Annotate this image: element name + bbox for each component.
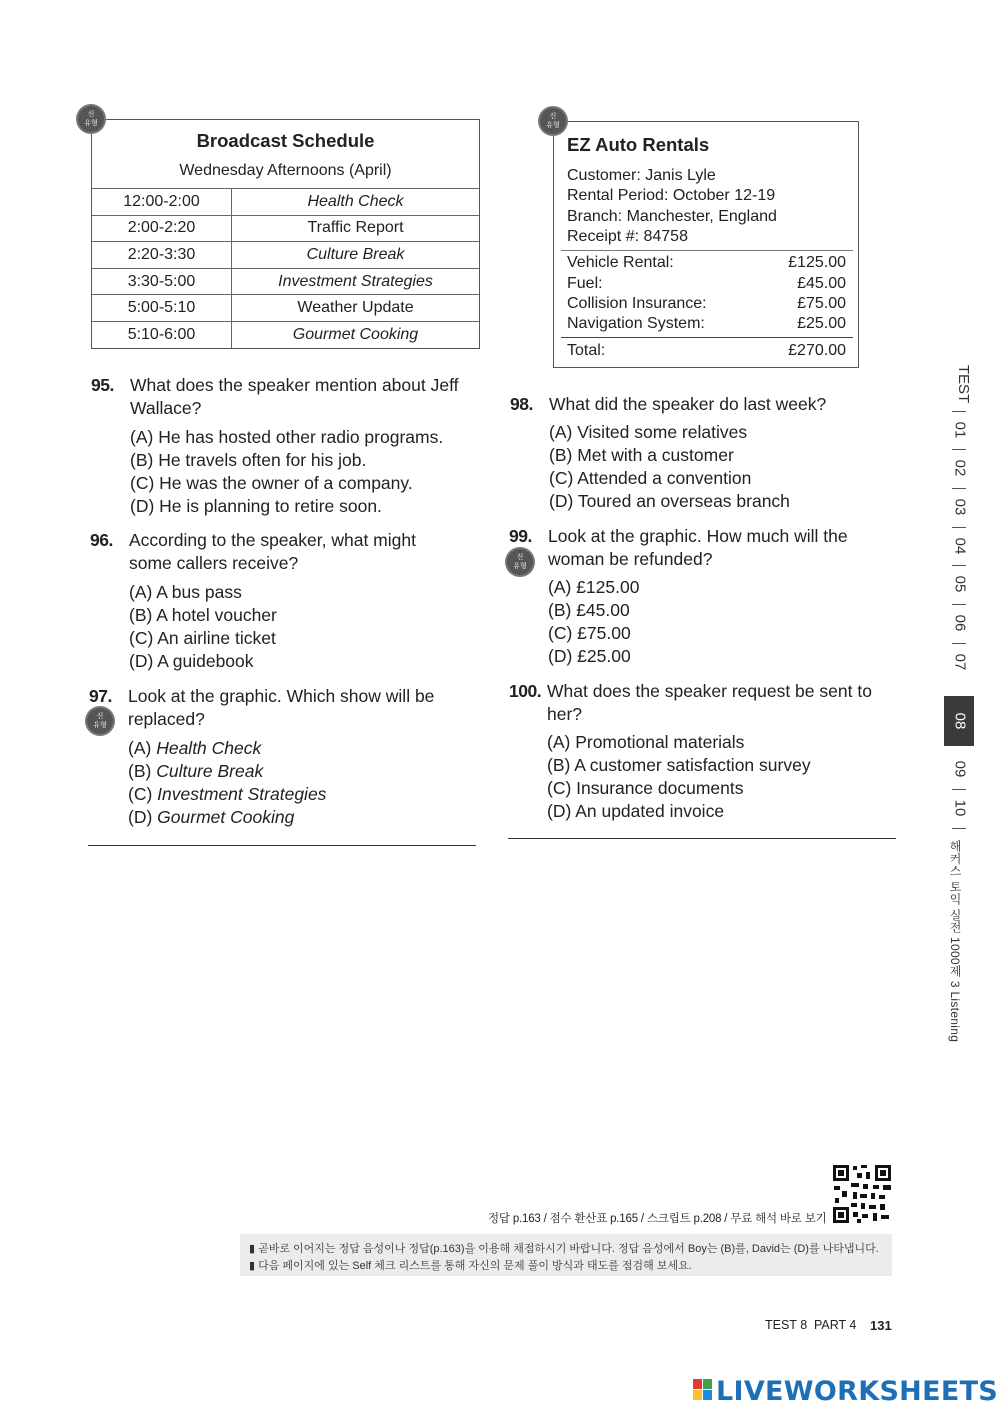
- receipt-item-label: Navigation System:: [567, 315, 705, 332]
- answer-option[interactable]: (D) An updated invoice: [547, 801, 725, 821]
- tab-separator: [952, 828, 966, 829]
- answer-option[interactable]: (A) Visited some relatives: [549, 422, 748, 442]
- table-row: [92, 268, 479, 295]
- tab-separator: [952, 604, 966, 605]
- tab-separator: [952, 449, 966, 450]
- question-stem-line: replaced?: [128, 709, 205, 729]
- instruction-note: ▮ 곧바로 이어지는 정답 음성이나 정답(p.163)을 이용해 채점하시기 바랍니다. 정답 음성에서 Boy는 (B)를, David는 (D)를 나타냅니다.: [249, 1243, 879, 1255]
- receipt-customer: Customer: Janis Lyle: [567, 167, 716, 184]
- schedule-time: 5:00-5:10: [92, 295, 232, 322]
- option-letter: (A): [128, 738, 152, 758]
- receipt-title: EZ Auto Rentals: [567, 134, 710, 155]
- answer-option[interactable]: (B) He travels often for his job.: [130, 450, 367, 470]
- tab-test-06[interactable]: 06: [951, 614, 968, 632]
- footer-test: TEST 8: [765, 1318, 808, 1332]
- answer-option[interactable]: [128, 806, 326, 829]
- schedule-time: 12:00-2:00: [92, 189, 232, 216]
- tab-test-04[interactable]: 04: [951, 537, 968, 555]
- receipt-item-label: Collision Insurance:: [567, 295, 707, 312]
- question-stem: [547, 680, 872, 726]
- answer-options: [547, 731, 811, 823]
- option-text: Investment Strategies: [157, 784, 327, 804]
- question-number: 97.: [89, 686, 112, 706]
- schedule-show: Culture Break: [232, 242, 480, 269]
- broadcast-schedule-table: [91, 119, 480, 349]
- tab-separator: [952, 411, 966, 412]
- answer-option[interactable]: (D) £25.00: [548, 646, 631, 666]
- schedule-show: Traffic Report: [232, 215, 480, 242]
- tab-test-10[interactable]: 10: [951, 799, 968, 817]
- question-stem: [130, 374, 459, 420]
- question-number: 98.: [510, 394, 533, 414]
- answer-option[interactable]: (B) Met with a customer: [549, 445, 734, 465]
- receipt-item: [567, 315, 846, 333]
- option-letter: (B): [128, 761, 152, 781]
- table-row: [92, 189, 479, 216]
- question-stem-line: What does the speaker mention about Jeff: [130, 375, 459, 395]
- schedule-show: Health Check: [232, 189, 480, 216]
- question-stem-line: What did the speaker do last week?: [549, 394, 827, 414]
- schedule-time: 2:20-3:30: [92, 242, 232, 269]
- receipt-total-amount: £270.00: [788, 342, 846, 359]
- receipt-period: Rental Period: October 12-19: [567, 187, 776, 204]
- answer-options: [549, 421, 790, 513]
- schedule-grid: [92, 188, 479, 348]
- answer-option[interactable]: (B) A customer satisfaction survey: [547, 755, 811, 775]
- receipt-total-label: Total:: [567, 342, 606, 359]
- tab-separator: [952, 527, 966, 528]
- instruction-note: ▮ 다음 페이지에 있는 Self 체크 리스트를 통해 자신의 문제 풀이 방식과 태도를 점검해 보세요.: [249, 1260, 692, 1272]
- schedule-show: Gourmet Cooking: [232, 321, 480, 347]
- answer-option[interactable]: [128, 737, 326, 760]
- liveworksheets-logo-icon: [693, 1379, 713, 1401]
- new-type-badge-icon: 신 유형: [78, 106, 104, 132]
- tab-separator: [952, 643, 966, 644]
- question-100: [509, 680, 899, 830]
- answer-option[interactable]: (D) A guidebook: [129, 651, 254, 671]
- receipt-item: [567, 254, 846, 272]
- receipt-item: [567, 295, 846, 313]
- table-row: [92, 295, 479, 322]
- receipt-divider: [561, 250, 853, 251]
- tab-test-07[interactable]: 07: [951, 653, 968, 671]
- answer-option[interactable]: [128, 760, 326, 783]
- answer-options: [130, 426, 443, 518]
- answer-option[interactable]: (D) Toured an overseas branch: [549, 491, 790, 511]
- answer-option[interactable]: (A) He has hosted other radio programs.: [130, 427, 444, 447]
- qr-code-icon[interactable]: [831, 1163, 893, 1225]
- tab-test-02[interactable]: 02: [951, 459, 968, 477]
- receipt-item-label: Vehicle Rental:: [567, 254, 674, 271]
- option-text: Health Check: [156, 738, 262, 758]
- question-stem-line: some callers receive?: [129, 553, 299, 573]
- option-text: Gourmet Cooking: [157, 807, 295, 827]
- answer-options: [129, 581, 277, 673]
- receipt-item-amount: £45.00: [797, 275, 846, 292]
- receipt-item-amount: £125.00: [788, 254, 846, 271]
- tab-test-05[interactable]: 05: [951, 575, 968, 593]
- tab-separator: [952, 789, 966, 790]
- column-divider: [508, 838, 896, 839]
- tab-separator: [952, 488, 966, 489]
- answer-option[interactable]: (D) He is planning to retire soon.: [130, 496, 382, 516]
- tab-test-01[interactable]: 01: [951, 421, 968, 439]
- new-type-badge-icon: 신 유형: [540, 108, 566, 134]
- question-stem-line: Wallace?: [130, 398, 202, 418]
- new-type-badge-icon: 신 유형: [507, 549, 533, 575]
- answer-option[interactable]: [128, 783, 326, 806]
- new-type-badge-icon: 신 유형: [87, 708, 113, 734]
- book-title-vertical: 해커스 토익 실전 1000제 3 Listening: [948, 840, 962, 1043]
- answer-option[interactable]: (A) A bus pass: [129, 582, 242, 602]
- answer-option[interactable]: (C) He was the owner of a company.: [130, 473, 413, 493]
- option-letter: (D): [128, 807, 153, 827]
- tab-test-08[interactable]: 08: [944, 696, 974, 746]
- column-divider: [88, 845, 476, 846]
- question-number: 99.: [509, 526, 532, 546]
- table-row: [92, 321, 479, 347]
- question-number: 96.: [90, 530, 113, 550]
- answer-option[interactable]: (C) Attended a convention: [549, 468, 752, 488]
- schedule-time: 3:30-5:00: [92, 268, 232, 295]
- option-letter: (C): [128, 784, 153, 804]
- schedule-time: 5:10-6:00: [92, 321, 232, 347]
- question-stem-line: Look at the graphic. How much will the: [548, 526, 848, 546]
- receipt-branch: Branch: Manchester, England: [567, 208, 777, 225]
- receipt-item-amount: £75.00: [797, 295, 846, 312]
- schedule-subtitle: Wednesday Afternoons (April): [179, 162, 392, 179]
- footer-part: PART 4: [814, 1318, 857, 1332]
- answer-options: [128, 737, 326, 829]
- schedule-title: Broadcast Schedule: [196, 130, 375, 151]
- tab-separator: [952, 565, 966, 566]
- question-stem: [548, 525, 848, 571]
- question-97: [89, 685, 484, 835]
- question-99: [509, 525, 899, 675]
- table-row: [92, 242, 479, 269]
- answer-option[interactable]: (B) £45.00: [548, 600, 630, 620]
- question-98: [510, 393, 900, 518]
- answer-option[interactable]: (C) £75.00: [548, 623, 631, 643]
- question-stem-line: According to the speaker, what might: [129, 530, 416, 550]
- instruction-notes: [240, 1234, 892, 1276]
- option-text: Culture Break: [156, 761, 264, 781]
- question-stem-line: her?: [547, 704, 583, 724]
- question-stem: [128, 685, 434, 731]
- liveworksheets-brand[interactable]: LIVEWORKSHEETS: [716, 1376, 999, 1407]
- rental-receipt: [553, 121, 859, 368]
- receipt-total-divider: [561, 337, 853, 338]
- schedule-show: Investment Strategies: [232, 268, 480, 295]
- schedule-show: Weather Update: [232, 295, 480, 322]
- question-number: 100.: [509, 681, 542, 701]
- receipt-total: [567, 342, 846, 360]
- receipt-item-label: Fuel:: [567, 275, 603, 292]
- question-stem: [549, 393, 826, 416]
- schedule-time: 2:00-2:20: [92, 215, 232, 242]
- table-row: [92, 215, 479, 242]
- tab-test-03[interactable]: 03: [951, 498, 968, 516]
- receipt-item: [567, 275, 846, 293]
- question-stem: [129, 529, 416, 575]
- question-number: 95.: [91, 375, 114, 395]
- question-stem-line: woman be refunded?: [548, 549, 713, 569]
- receipt-item-amount: £25.00: [797, 315, 846, 332]
- question-96: [90, 529, 485, 679]
- answer-options: [548, 576, 639, 668]
- question-stem-line: What does the speaker request be sent to: [547, 681, 872, 701]
- tab-test-09[interactable]: 09: [951, 760, 968, 778]
- question-stem-line: Look at the graphic. Which show will be: [128, 686, 435, 706]
- answer-reference-line: 정답 p.163 / 점수 환산표 p.165 / 스크립트 p.208 / 무료 해석 바로 보기: [488, 1213, 827, 1225]
- answer-option[interactable]: (C) An airline ticket: [129, 628, 276, 648]
- answer-option[interactable]: (A) Promotional materials: [547, 732, 745, 752]
- answer-option[interactable]: (B) A hotel voucher: [129, 605, 277, 625]
- answer-option[interactable]: (A) £125.00: [548, 577, 640, 597]
- answer-option[interactable]: (C) Insurance documents: [547, 778, 744, 798]
- question-95: [91, 374, 486, 524]
- receipt-number: Receipt #: 84758: [567, 228, 688, 245]
- test-label: TEST: [955, 364, 973, 404]
- page-number: 131: [870, 1318, 892, 1333]
